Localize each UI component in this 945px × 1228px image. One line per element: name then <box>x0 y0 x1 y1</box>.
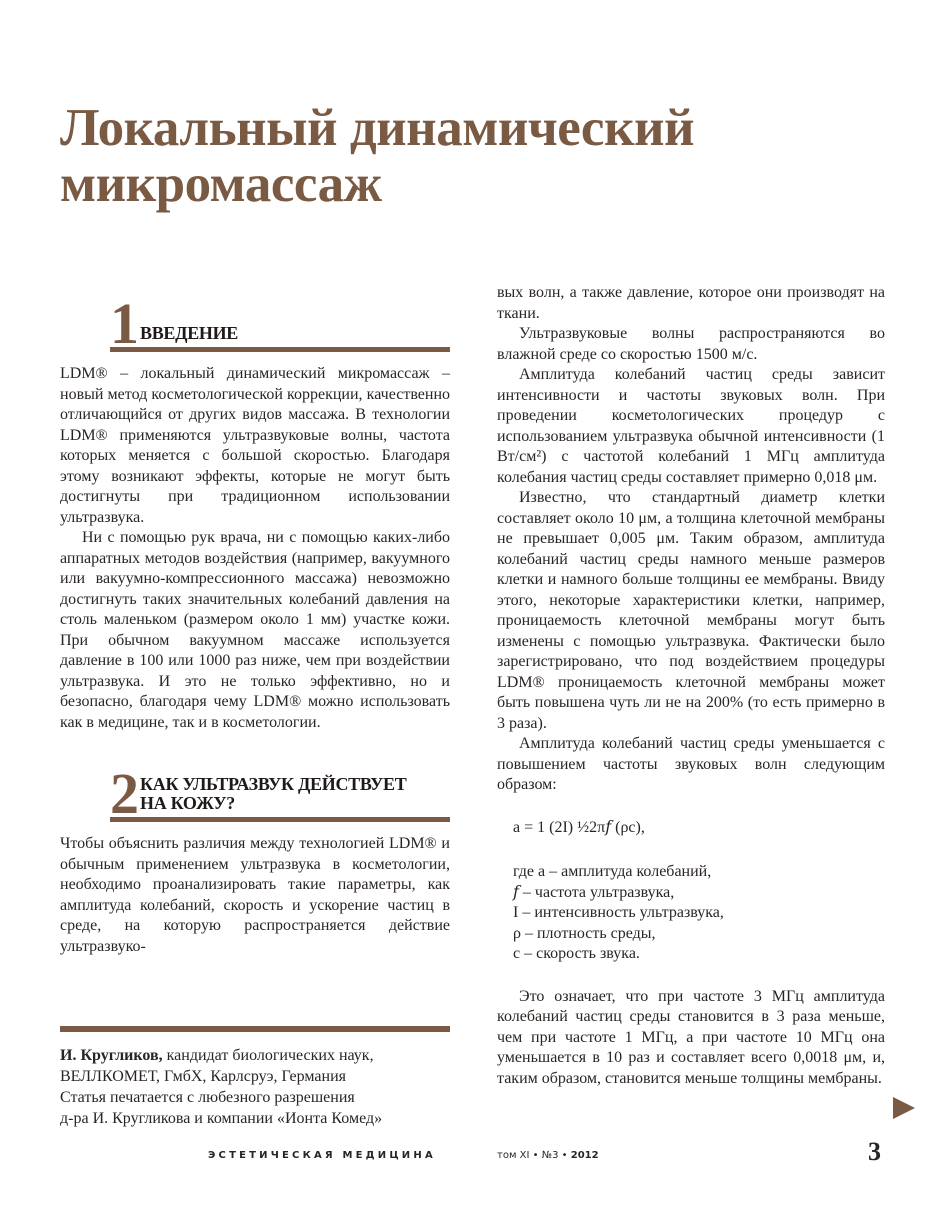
paragraph: Ни с помощью рук врача, ни с помощью каких-либо аппаратных методов воздействия (например, вакуумного или вакуумно-компрессионного массажа) невозможно достигнуть таких значительных колебаний давления на столь маленьком (размером около 1 мм) участке кожи. При обычном вакуумном массаже используется давление в 100 или 1000 раз ниже, чем при воздействии ультразвука. И это не только эффективно, но и безопасно, благодаря чему LDM® можно использовать как в медицине, так и в косметологии. <box>60 529 450 731</box>
volume-issue: том XI • №3 • <box>497 1150 571 1161</box>
journal-name: ЭСТЕТИЧЕСКАЯ МЕДИЦИНА <box>208 1150 436 1161</box>
paragraph: Амплитуда колебаний частиц среды зависит интенсивности и частоты звуковых волн. При проведении косметологических процедур с использованием ультразвука обычной интенсивности (1 Вт/см²) с частотой колебаний 1 МГц амплитуда колебания частиц среды составляет примерно 0,018 μм. <box>497 366 885 486</box>
definition: ρ – плотность среды, <box>513 924 656 942</box>
section-2-heading <box>110 755 450 826</box>
author-line <box>60 1045 455 1066</box>
year: 2012 <box>570 1150 599 1161</box>
paragraph: Ультразвуковые волны распространяются во влажной среде со скоростью 1500 м/с. <box>497 325 885 363</box>
section-title <box>140 775 406 813</box>
author-info <box>60 1045 455 1129</box>
continue-arrow-icon <box>893 1097 915 1119</box>
definition: где a – амплитуда колебаний, <box>513 863 712 880</box>
formula-definitions <box>513 862 885 965</box>
issue-info <box>497 1150 599 1161</box>
page-number: 3 <box>868 1137 881 1166</box>
formula: a = 1 (2I) ½2π𝑓 (ρc), <box>513 818 645 836</box>
left-column <box>60 291 450 957</box>
paragraph: Это означает, что при частоте 3 МГц амплитуда колебаний частиц среды становится в 3 раза меньше, чем при частоте 1 МГц, а при частоте 10 МГц она уменьшается в 10 раз и составляет всего 0,0018 μм, и, таким образом, становится меньше толщины мембраны. <box>497 987 885 1087</box>
author-name: И. Кругликов, <box>60 1047 163 1064</box>
section-title-line: НА КОЖУ? <box>140 793 236 813</box>
article-title: Локальный динамический микромассаж <box>60 98 695 213</box>
definition: I – интенсивность ультразвука, <box>513 904 724 921</box>
definition: 𝑓 – частота ультразвука, <box>513 883 675 901</box>
paragraph: Известно, что стандартный диаметр клетки составляет около 10 μм, а толщина клеточной мембраны не превышает 0,005 μм. Таким образом, амплитуда колебаний частиц среды намного меньше размеров клетки и намного больше толщины ее мембраны. Ввиду этого, некоторые характеристики клетки, например, проницаемость клеточной мембраны могут быть изменены с помощью ультразвука. Фактически было зарегистрировано, что под воздействием процедуры LDM® проницаемость клеточной мембраны может быть повышена чуть ли не на 200% (то есть примерно в 3 раза). <box>497 489 885 732</box>
author-affiliation: ВЕЛЛКОМЕТ, ГмбХ, Карлсруэ, Германия <box>60 1068 346 1085</box>
author-note: Статья печатается с любезного разрешения <box>60 1089 355 1106</box>
author-divider <box>60 1026 450 1032</box>
section-1-heading <box>110 291 450 356</box>
section-number: 2 <box>110 761 139 826</box>
paragraph: вых волн, а также давление, которое они производят на ткани. <box>497 284 885 322</box>
section-title: ВВЕДЕНИЕ <box>140 323 239 343</box>
section-number: 1 <box>110 291 139 356</box>
paragraph: Чтобы объяснить различия между технологией LDM® и обычным применением ультразвука в косметологии, необходимо проанализировать такие параметры, как амплитуда колебаний, скорость и ускорение частиц в среде, на которую распространяется действие ультразвуко- <box>60 835 450 955</box>
right-column <box>497 283 885 1089</box>
author-credentials: кандидат биологических наук, <box>162 1047 374 1064</box>
paragraph: LDM® – локальный динамический микромассаж – новый метод косметологической коррекции, качественно отличающийся от других видов массажа. В технологии LDM® применяются ультразвуковые волны, частота которых меняется с большой скоростью. Благодаря этому возникают эффекты, которые не могут быть достигнуты при традиционном использовании ультразвука. <box>60 365 450 526</box>
author-note: д-ра И. Кругликова и компании «Ионта Комед» <box>60 1110 383 1127</box>
definition: c – скорость звука. <box>513 945 640 962</box>
section-title-line: КАК УЛЬТРАЗВУК ДЕЙСТВУЕТ <box>140 774 407 794</box>
paragraph: Амплитуда колебаний частиц среды уменьшается с повышением частоты звуковых волн следующим образом: <box>497 735 885 793</box>
